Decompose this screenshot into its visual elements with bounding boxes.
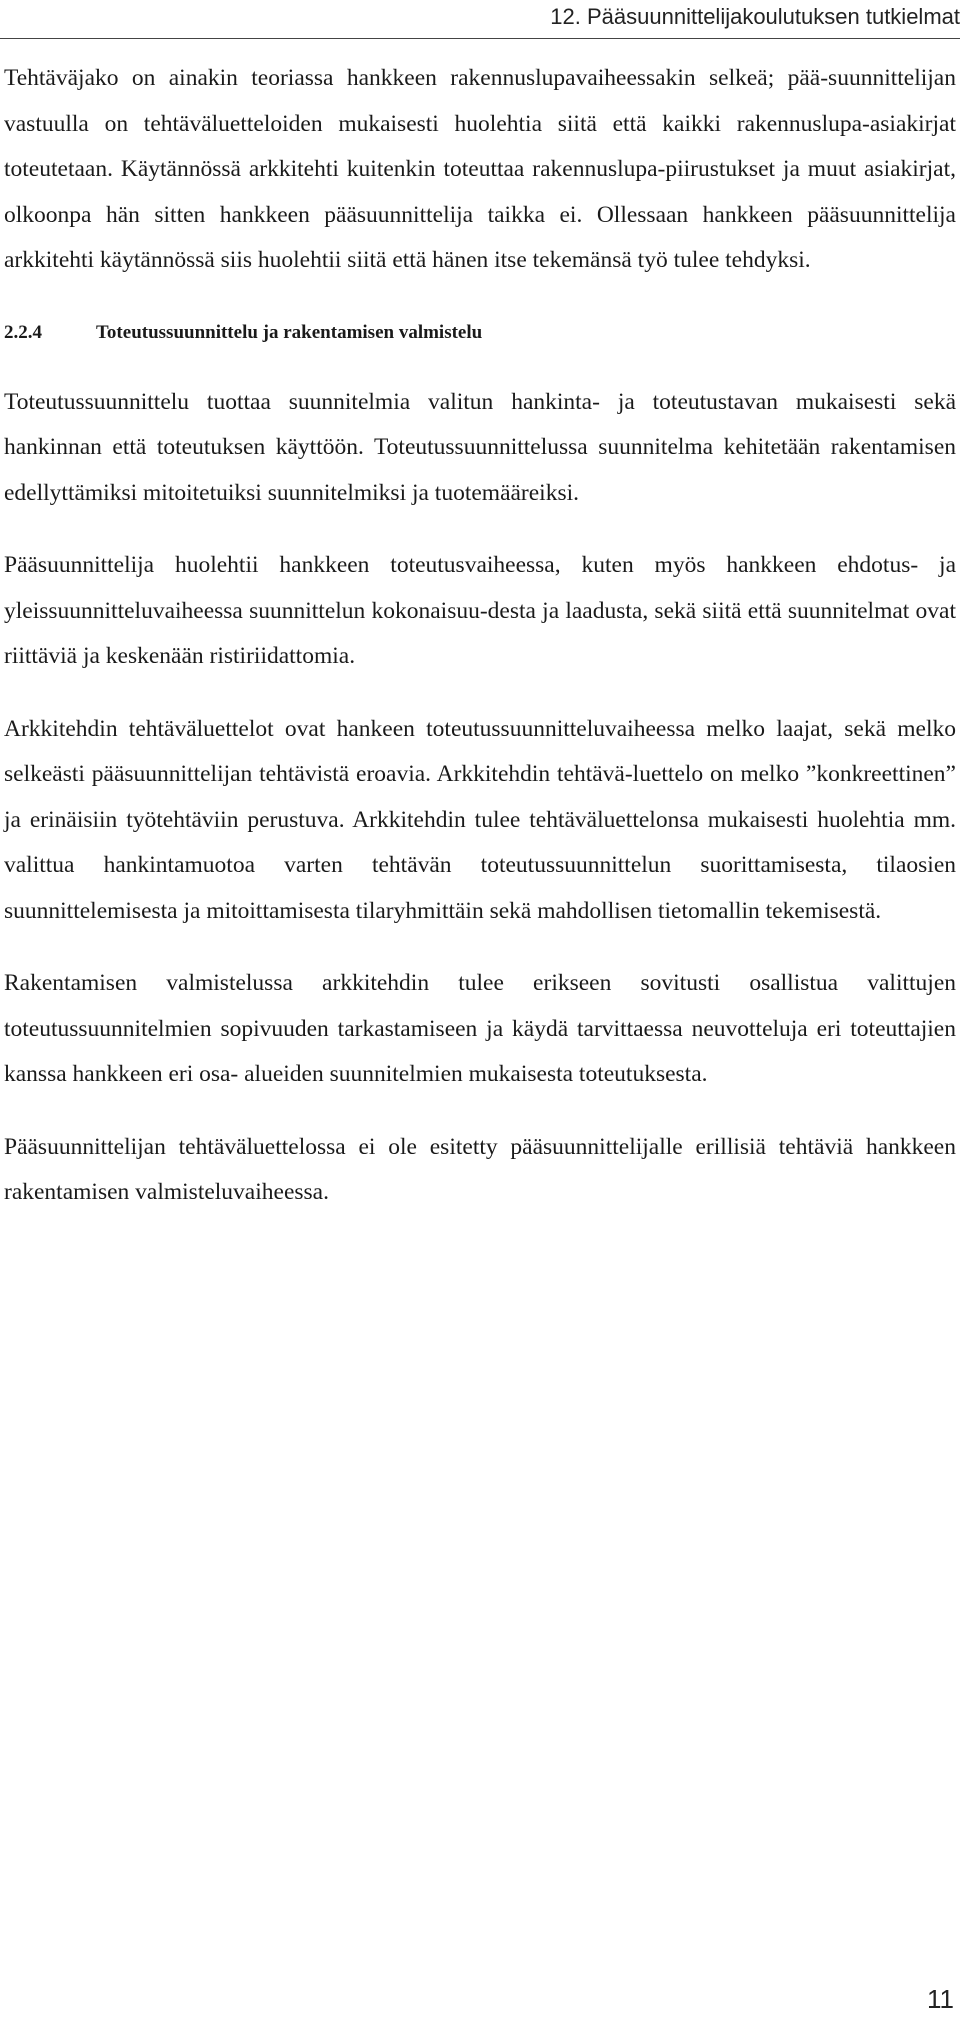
paragraph-2: Toteutussuunnittelu tuottaa suunnitelmia valitun hankinta- ja toteutustavan mukaisesti sekä hankinnan että toteutuksen käyttöön. Toteutussuunnittelussa suunnitelma kehitetään rakentamisen edellyttämiksi mitoitetuiksi suunnitelmiksi ja tuotemääreiksi. — [4, 388, 956, 506]
running-header: 12. Pääsuunnittelijakoulutuksen tutkielmat — [550, 4, 960, 29]
paragraph-5: Rakentamisen valmistelussa arkkitehdin tulee erikseen sovitusti osallistua valittujen toteutussuunnitelmien sopivuuden tarkastamiseen ja käydä tarvittaessa neuvotteluja eri toteuttajien kanssa hankkeen eri osa- alueiden suunnitelmien mukaisesta toteutuksesta. — [4, 970, 956, 1087]
paragraph-6: Pääsuunnittelijan tehtäväluettelossa ei ole esitetty pääsuunnittelijalle erillisiä tehtäviä hankkeen rakentamisen valmisteluvaiheessa. — [4, 1133, 956, 1205]
paragraph-4: Arkkitehdin tehtäväluettelot ovat hankeen toteutussuunnitteluvaiheessa melko laajat, sekä melko selkeästi pääsuunnittelijan tehtävistä eroavia. Arkkitehdin tehtävä-luettelo on melko ”konkreettinen” ja erinäisiin työtehtäviin perustuva. Arkkitehdin tulee tehtäväluettelonsa mukaisesti huolehtia mm. valittua hankintamuotoa varten tehtävän toteutussuunnittelun suorittamisesta, tilaosien suunnittelemisesta ja mitoittamisesta tilaryhmittäin sekä mahdollisen tietomallin tekemisestä. — [4, 715, 956, 924]
page-number: 11 — [927, 1984, 954, 2014]
header-rule — [0, 38, 960, 39]
section-title: Toteutussuunnittelu ja rakentamisen valmistelu — [96, 321, 483, 343]
page-body — [4, 56, 956, 1216]
paragraph-3: Pääsuunnittelija huolehtii hankkeen toteutusvaiheessa, kuten myös hankkeen ehdotus- ja yleissuunnitteluvaiheessa suunnittelun kokonaisuu-desta ja laadusta, sekä siitä että suunnitelmat ovat riittäviä ja keskenään ristiriidattomia. — [4, 552, 956, 669]
paragraph-1: Tehtäväjako on ainakin teoriassa hankkeen rakennuslupavaiheessakin selkeä; pää-suunnittelijan vastuulla on tehtäväluetteloiden mukaisesti huolehtia siitä että kaikki rakennuslupa-asiakirjat toteutetaan. Käytännössä arkkitehti kuitenkin toteuttaa rakennuslupa-piirustukset ja muut asiakirjat, olkoonpa hän sitten hankkeen pääsuunnittelija taikka ei. Ollessaan hankkeen pääsuunnittelija arkkitehti käytännössä siis huolehtii siitä että hänen itse tekemänsä työ tulee tehdyksi. — [4, 65, 956, 273]
section-number: 2.2.4 — [4, 321, 42, 343]
section-heading — [4, 318, 956, 348]
